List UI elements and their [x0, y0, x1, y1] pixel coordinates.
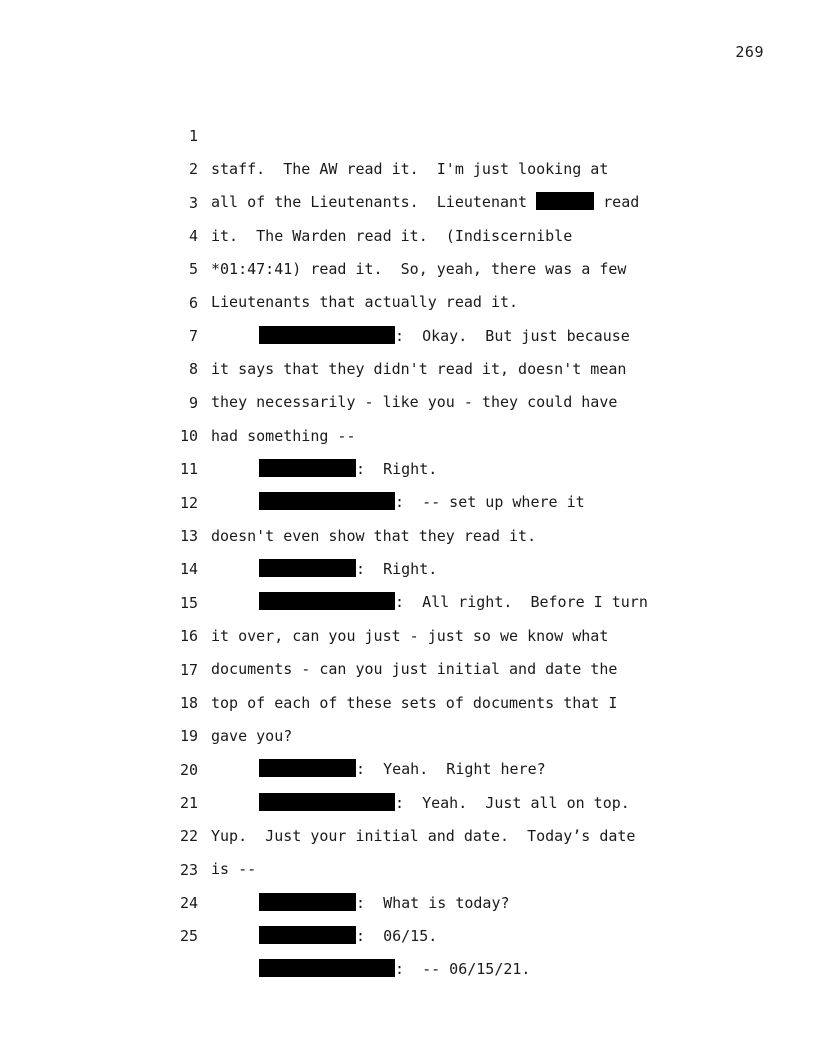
- line-text: doesn't even show that they read it.: [211, 526, 537, 545]
- speech-text: : All right. Before I turn: [395, 593, 648, 612]
- line-number: 13: [179, 527, 198, 546]
- line-number: 21: [179, 793, 198, 812]
- line-number: 2: [188, 160, 198, 179]
- line-number: 12: [179, 493, 198, 512]
- page-number: 269: [735, 43, 764, 61]
- speaker-turn: [211, 953, 530, 986]
- line-text: it says that they didn't read it, doesn't mean: [211, 360, 627, 379]
- line-text: staff. The AW read it. I'm just looking at: [211, 160, 609, 178]
- line-number: 8: [188, 360, 198, 379]
- redaction-bar: [259, 959, 395, 977]
- line-text: it over, can you just - just so we know what: [211, 626, 609, 645]
- line-text: is --: [211, 860, 257, 879]
- line-number: 14: [179, 560, 198, 579]
- line-text: they necessarily - like you - they could have: [211, 393, 618, 412]
- transcript-line: [0, 887, 816, 979]
- speech-text: : What is today?: [356, 893, 510, 912]
- transcript-body: [0, 87, 816, 979]
- line-number: 17: [179, 660, 198, 679]
- speech-text: : 06/15.: [356, 926, 438, 945]
- redaction-bar: [259, 926, 356, 944]
- speech-text: : Right.: [356, 560, 438, 579]
- speech-text: : -- set up where it: [395, 493, 585, 512]
- line-number: 20: [179, 760, 198, 779]
- line-number: 1: [188, 127, 198, 145]
- line-number: 9: [188, 393, 198, 412]
- line-text: Yup. Just your initial and date. Today’s date: [211, 826, 636, 845]
- line-number: 18: [179, 693, 198, 712]
- line-number: 25: [179, 927, 198, 946]
- line-text: documents - can you just initial and date the: [211, 660, 618, 679]
- line-text-before-redaction: all of the Lieutenants. Lieutenant: [211, 193, 537, 212]
- line-number: 10: [179, 427, 198, 446]
- line-number: 24: [179, 893, 198, 912]
- speech-text: : Yeah. Just all on top.: [395, 793, 630, 812]
- line-number: 16: [179, 627, 198, 646]
- line-number: 3: [188, 193, 198, 212]
- line-text: top of each of these sets of documents that I: [211, 693, 618, 712]
- line-number: 15: [179, 593, 198, 612]
- speech-text: : Yeah. Right here?: [356, 760, 546, 779]
- line-number: 4: [188, 227, 198, 246]
- speaker-turn: [211, 920, 437, 953]
- line-text: it. The Warden read it. (Indiscernible: [211, 226, 573, 245]
- line-number: 6: [188, 293, 198, 312]
- line-number: 5: [188, 260, 198, 279]
- line-text: gave you?: [211, 726, 293, 745]
- transcript-line: [0, 87, 816, 178]
- speech-text: : Right.: [356, 460, 438, 479]
- line-text: had something --: [211, 426, 356, 445]
- line-number: 19: [179, 727, 198, 746]
- line-text: *01:47:41) read it. So, yeah, there was a few: [211, 260, 627, 279]
- speech-text: : Okay. But just because: [395, 326, 630, 345]
- line-number: 23: [179, 860, 198, 879]
- line-number: 22: [179, 827, 198, 846]
- line-number: 11: [179, 460, 198, 479]
- line-number: 7: [188, 327, 198, 346]
- line-text: Lieutenants that actually read it.: [211, 293, 519, 312]
- speech-text: : -- 06/15/21.: [395, 960, 531, 979]
- line-text-after-redaction: read: [594, 193, 640, 212]
